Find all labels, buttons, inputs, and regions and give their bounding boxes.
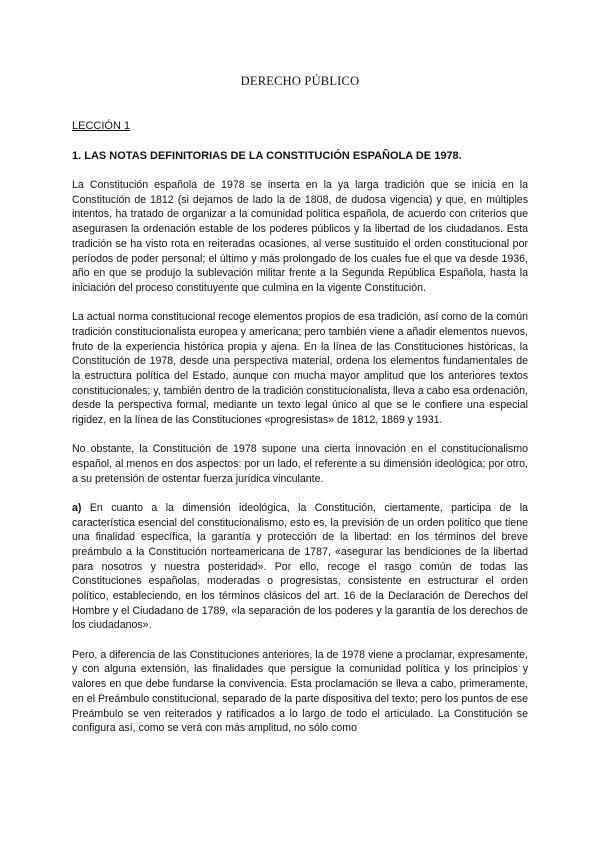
paragraph: Pero, a diferencia de las Constituciones anteriores, la de 1978 viene a proclamar, expresamente, y con alguna extensión, las finalidades que persigue la comunidad política y los principios y valores en que debe fundarse la convivencia. Esta proclamación se lleva a cabo, primeramente, en el Preámbulo constitucional, separado de la parte dispositiva del texto; pero los puntos de ese Preámbulo se ven reiterados y ratificados a lo largo de todo el articulado. La Constitución se configura así, como se verá con más amplitud, no sólo como xyxy=(72,648,528,735)
point-a-text: En cuanto a la dimensión ideológica, la Constitución, ciertamente, participa de la característica esencial del constitucionalismo, esto es, la previsión de un orden político que tiene una finalidad específica, la garantía y protección de la libertad: en los términos del breve preámbulo a la Constitución norteamericana de 1787, «asegurar las bendiciones de la libertad para nosotros y nuestra posteridad». Por ello, recoge el rasgo común de todas las Constituciones españolas, moderadas o progresistas, consistente en estructurar el orden político, estableciendo, en los términos clásicos del art. 16 de la Declaración de Derechos del Hombre y el Ciudadano de 1789, «la separación de los poderes y la garantía de los derechos de los ciudadanos». xyxy=(72,501,528,632)
document-title: DERECHO PÚBLICO xyxy=(240,74,360,88)
point-a-label: a) xyxy=(72,501,82,514)
paragraph: No obstante, la Constitución de 1978 supone una cierta innovación en el constitucionalismo español, al menos en dos aspectos: por un lado, el referente a su dimensión ideológica; por otro, a su pretensión de ostentar fuerza jurídica vinculante. xyxy=(72,443,528,485)
document-body xyxy=(72,178,528,750)
paragraph: La actual norma constitucional recoge elementos propios de esa tradición, así como de la común tradición constitucionalista europea y americana; pero también viene a añadir elementos nuevos, fruto de la experiencia histórica propia y ajena. En la línea de las Constituciones históricas, la Constitución de 1978, desde una perspectiva material, ordena los elementos fundamentales de la estructura política del Estado, aunque con mucha mayor amplitud que los anteriores textos constitucionales; y, también dentro de la tradición constitucionalista, lleva a cabo esa ordenación, desde la perspectiva formal, mediante un texto legal único al que se le confiere una especial rigidez, en la línea de las Constituciones «progresistas» de 1812, 1869 y 1931. xyxy=(72,311,528,427)
paragraph-point-a xyxy=(72,501,528,633)
section-heading: 1. LAS NOTAS DEFINITORIAS DE LA CONSTITUCIÓN ESPAÑOLA DE 1978. xyxy=(72,150,462,162)
lesson-label: LECCIÓN 1 xyxy=(72,120,131,132)
paragraph: La Constitución española de 1978 se inserta en la ya larga tradición que se inicia en la Constitución de 1812 (si dejamos de lado la de 1808, de dudosa vigencia) y que, en múltiples intentos, ha tratado de organizar a la comunidad política española, de acuerdo con criterios que asegurasen la ordenación estable de los poderes públicos y la libertad de los ciudadanos. Esta tradición se ha visto rota en reiteradas ocasiones, al verse sustituido el orden constitucional por períodos de poder personal; el último y más prolongado de los cuales fue el que va desde 1936, año en que se produjo la sublevación militar frente a la Segunda República Española, hasta la iniciación del proceso constituyente que culmina en la vigente Constitución. xyxy=(72,179,528,294)
